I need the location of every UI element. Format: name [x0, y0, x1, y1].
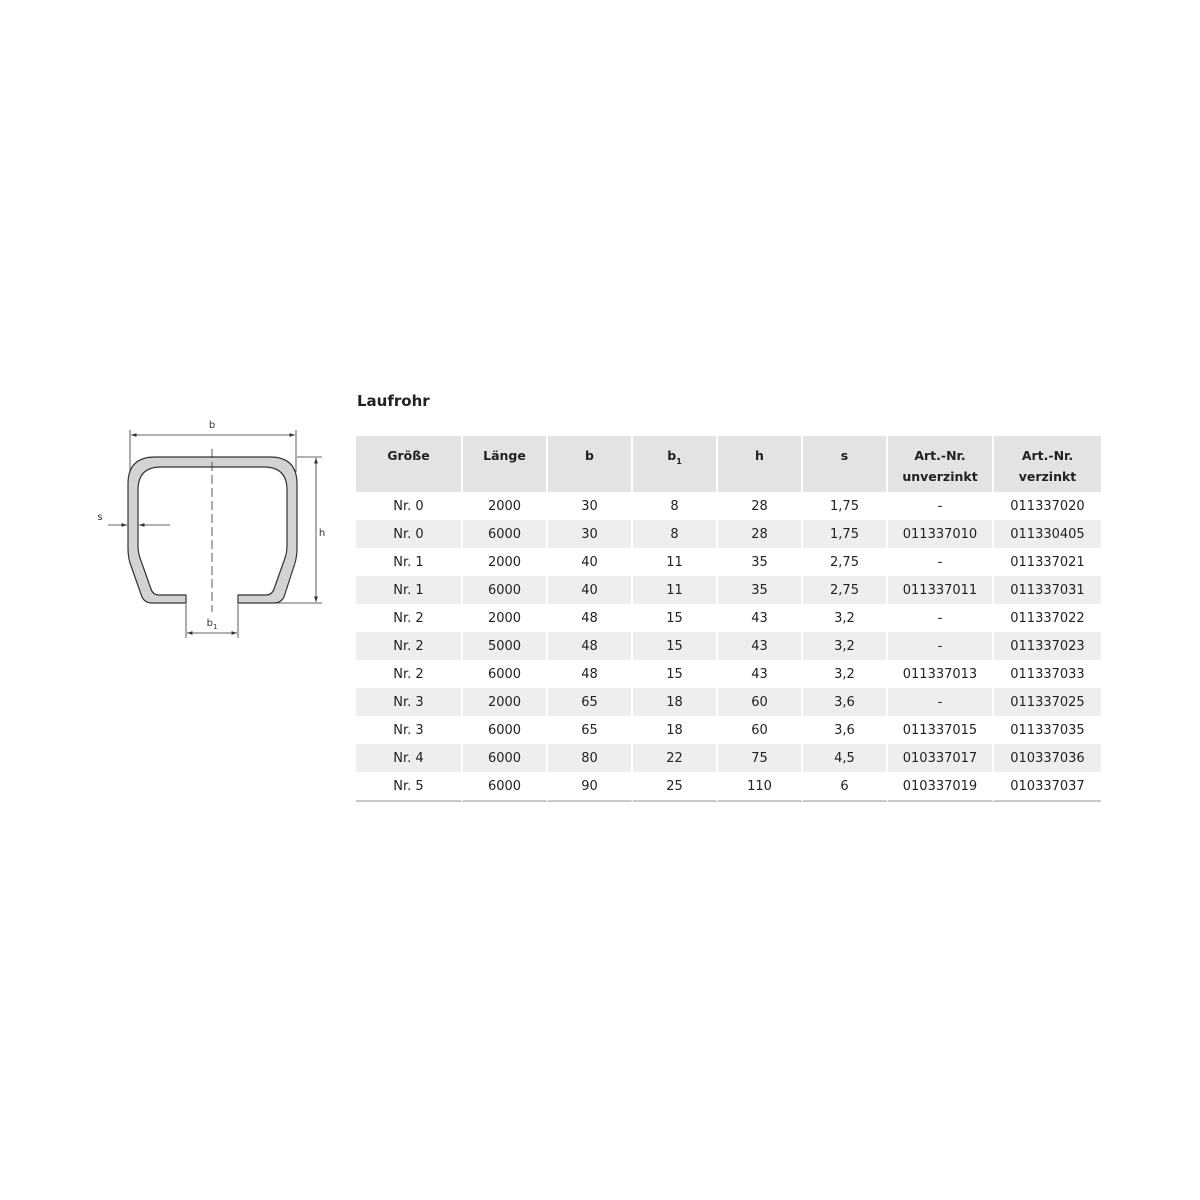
cell-h: 43 [718, 632, 803, 660]
profile-drawing [88, 410, 348, 650]
cell-h: 35 [718, 548, 803, 576]
col-header-groesse: Größe [356, 436, 463, 492]
cell-groesse: Nr. 1 [356, 576, 463, 604]
specification-table [356, 436, 1101, 802]
col-header-b1-sub: 1 [676, 457, 682, 466]
dim-b-label: b [208, 420, 216, 431]
cell-laenge: 6000 [463, 716, 548, 744]
cell-art-unverzinkt: - [888, 632, 994, 660]
cell-b1: 11 [633, 548, 718, 576]
cell-b: 90 [548, 772, 633, 802]
cell-art-unverzinkt: - [888, 604, 994, 632]
col-header-h: h [718, 436, 803, 492]
col-header-b1-main: b [667, 448, 677, 463]
cell-art-verzinkt: 011337023 [994, 632, 1101, 660]
cell-art-unverzinkt: - [888, 548, 994, 576]
cell-s: 3,2 [803, 604, 888, 632]
cell-b1: 18 [633, 716, 718, 744]
cell-h: 28 [718, 492, 803, 520]
cell-groesse: Nr. 3 [356, 716, 463, 744]
dim-b1-label-sub: 1 [212, 623, 218, 631]
cell-b: 30 [548, 520, 633, 548]
cell-b1: 15 [633, 632, 718, 660]
cell-laenge: 6000 [463, 744, 548, 772]
col-header-s: s [803, 436, 888, 492]
cell-s: 3,6 [803, 716, 888, 744]
cell-laenge: 2000 [463, 604, 548, 632]
cell-s: 3,6 [803, 688, 888, 716]
dim-h-label: h [318, 528, 326, 539]
cell-art-unverzinkt: 011337011 [888, 576, 994, 604]
cell-laenge: 5000 [463, 632, 548, 660]
cell-art-verzinkt: 011337031 [994, 576, 1101, 604]
cell-b1: 18 [633, 688, 718, 716]
cell-groesse: Nr. 1 [356, 548, 463, 576]
cell-groesse: Nr. 2 [356, 604, 463, 632]
table-row [356, 632, 1101, 660]
cell-groesse: Nr. 0 [356, 520, 463, 548]
cell-laenge: 6000 [463, 520, 548, 548]
cell-laenge: 2000 [463, 688, 548, 716]
cell-h: 43 [718, 660, 803, 688]
dim-b1-label [207, 618, 218, 631]
cell-s: 2,75 [803, 576, 888, 604]
cell-art-verzinkt: 011337021 [1010, 554, 1085, 570]
cell-art-unverzinkt: 010337017 [888, 744, 994, 772]
cell-laenge: 6000 [463, 660, 548, 688]
cell-art-verzinkt: 010337037 [994, 772, 1101, 802]
cell-b: 65 [548, 716, 633, 744]
dim-b1-label-main: b [206, 618, 213, 629]
cell-art-verzinkt: 011337020 [1010, 498, 1085, 514]
cell-art-verzinkt: 011337033 [1010, 666, 1085, 682]
cell-b1: 22 [633, 744, 718, 772]
profile-cross-section [88, 410, 348, 650]
cell-b: 40 [548, 576, 633, 604]
cell-art-unverzinkt: 011337015 [888, 716, 994, 744]
cell-art-verzinkt: 011337035 [1010, 722, 1085, 738]
table-body [356, 492, 1101, 802]
cell-art-verzinkt: 011337025 [994, 688, 1101, 716]
cell-b: 40 [548, 548, 633, 576]
table-row [356, 744, 1101, 772]
cell-groesse: Nr. 0 [356, 492, 463, 520]
cell-laenge: 2000 [463, 548, 548, 576]
cell-art-verzinkt: 011330405 [994, 520, 1101, 548]
cell-s: 3,2 [803, 632, 888, 660]
cell-h: 110 [718, 772, 803, 802]
dim-s-label: s [97, 512, 103, 523]
cell-b: 48 [548, 632, 633, 660]
table-row [356, 772, 1101, 802]
cell-art-unverzinkt: 010337019 [888, 772, 994, 802]
cell-h: 75 [718, 744, 803, 772]
cell-groesse: Nr. 5 [356, 772, 463, 802]
col-header-laenge: Länge [463, 436, 548, 492]
cell-groesse: Nr. 2 [356, 632, 463, 660]
cell-laenge: 6000 [463, 576, 548, 604]
table-row [356, 576, 1101, 604]
table-row [356, 548, 1101, 576]
cell-groesse: Nr. 4 [356, 744, 463, 772]
col-header-art-verzinkt [994, 436, 1101, 492]
cell-art-verzinkt: 010337036 [994, 744, 1101, 772]
cell-art-verzinkt: 011337022 [1010, 610, 1085, 626]
cell-art-unverzinkt: - [888, 492, 994, 520]
cell-s: 2,75 [803, 548, 888, 576]
cell-h: 35 [718, 576, 803, 604]
cell-h: 28 [718, 520, 803, 548]
col-header-art-verzinkt-line2: verzinkt [1018, 469, 1077, 484]
cell-groesse: Nr. 3 [356, 688, 463, 716]
cell-s: 1,75 [803, 492, 888, 520]
cell-b1: 8 [633, 492, 718, 520]
table-row [356, 660, 1101, 688]
cell-h: 60 [718, 688, 803, 716]
table-row [356, 520, 1101, 548]
cell-groesse: Nr. 2 [356, 660, 463, 688]
cell-laenge: 6000 [463, 772, 548, 802]
cell-art-unverzinkt: 011337010 [888, 520, 994, 548]
profile-shape [128, 457, 297, 603]
col-header-art-unverzinkt-line1: Art.-Nr. [914, 448, 966, 463]
cell-b: 30 [548, 492, 633, 520]
cell-s: 4,5 [803, 744, 888, 772]
cell-b: 48 [548, 660, 633, 688]
cell-b1: 11 [633, 576, 718, 604]
cell-b1: 25 [633, 772, 718, 802]
table-header-row [356, 436, 1101, 492]
cell-s: 6 [803, 772, 888, 802]
cell-s: 3,2 [803, 660, 888, 688]
cell-s: 1,75 [803, 520, 888, 548]
table-row [356, 604, 1101, 632]
cell-laenge: 2000 [463, 492, 548, 520]
table-row [356, 688, 1101, 716]
table-title: Laufrohr [357, 392, 430, 410]
cell-art-unverzinkt: - [888, 688, 994, 716]
cell-b1: 15 [633, 604, 718, 632]
cell-h: 43 [718, 604, 803, 632]
cell-b: 65 [548, 688, 633, 716]
col-header-art-unverzinkt [888, 436, 994, 492]
table-row [356, 716, 1101, 744]
cell-b: 48 [548, 604, 633, 632]
cell-b1: 8 [633, 520, 718, 548]
table-row [356, 492, 1101, 520]
cell-h: 60 [718, 716, 803, 744]
cell-b1: 15 [633, 660, 718, 688]
col-header-b: b [548, 436, 633, 492]
cell-art-unverzinkt: 011337013 [888, 660, 994, 688]
col-header-b1 [633, 436, 718, 492]
col-header-art-verzinkt-line1: Art.-Nr. [1021, 448, 1074, 463]
cell-b: 80 [548, 744, 633, 772]
col-header-art-unverzinkt-line2: unverzinkt [902, 469, 978, 484]
